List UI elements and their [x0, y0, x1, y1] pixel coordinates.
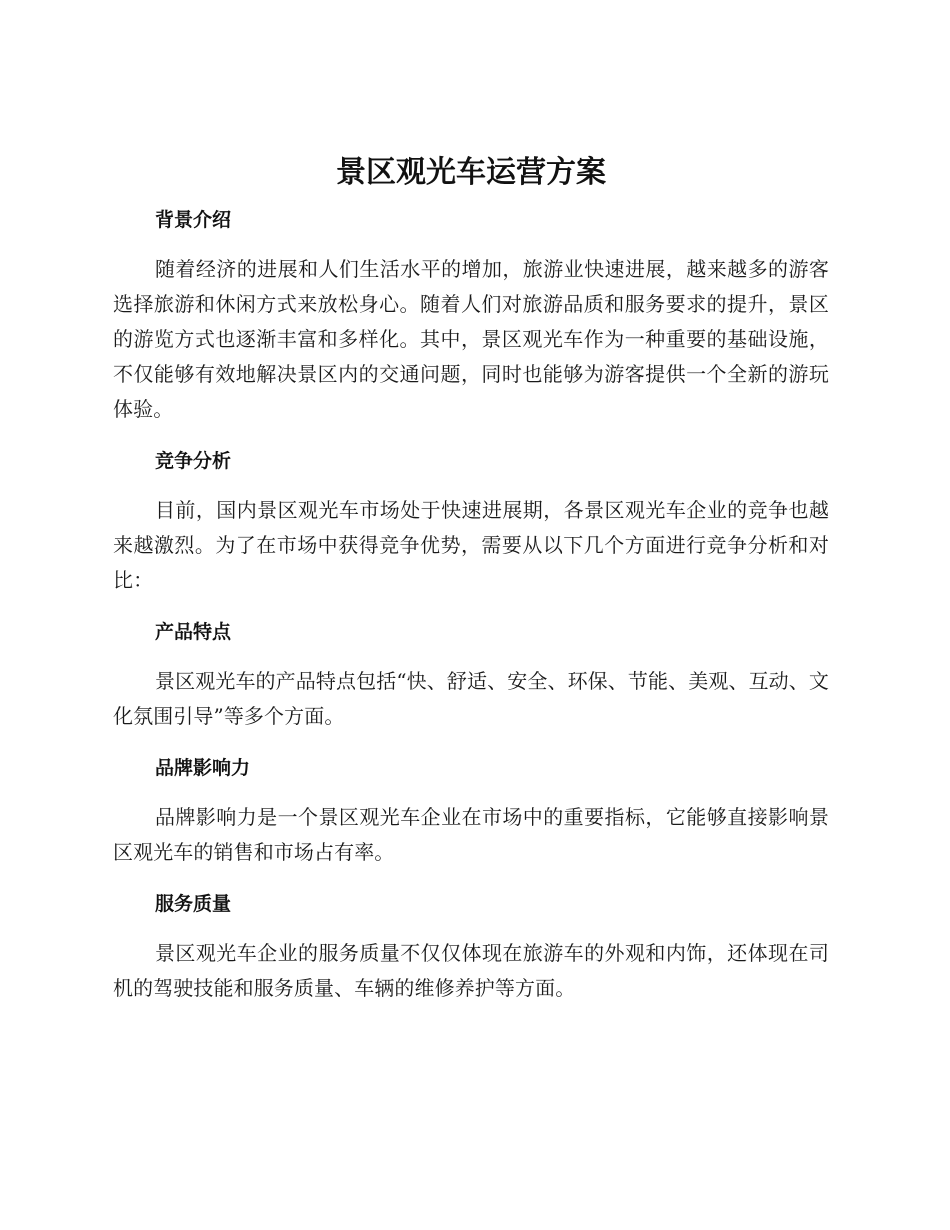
section-heading: 产品特点	[155, 621, 232, 643]
section-paragraph: 景区观光车的产品特点包括“快、舒适、安全、环保、节能、美观、互动、文化氛围引导”等多个方面。	[113, 669, 829, 728]
section-heading: 竞争分析	[155, 450, 232, 472]
section-service-quality	[113, 890, 829, 1006]
section-heading: 品牌影响力	[155, 757, 251, 779]
section-brand-influence	[113, 754, 829, 870]
section-paragraph: 目前，国内景区观光车市场处于快速进展期，各景区观光车企业的竞争也越来越激烈。为了在市场中获得竞争优势，需要从以下几个方面进行竞争分析和对比：	[113, 498, 829, 592]
section-background	[113, 206, 829, 427]
section-paragraph: 景区观光车企业的服务质量不仅仅体现在旅游车的外观和内饰，还体现在司机的驾驶技能和服务质量、车辆的维修养护等方面。	[113, 941, 829, 1000]
document-page	[113, 150, 829, 1026]
section-heading: 背景介绍	[155, 209, 232, 231]
section-product-features	[113, 618, 829, 734]
section-paragraph: 随着经济的进展和人们生活水平的增加，旅游业快速进展，越来越多的游客选择旅游和休闲方式来放松身心。随着人们对旅游品质和服务要求的提升，景区的游览方式也逐渐丰富和多样化。其中，景区观光车作为一种重要的基础设施，不仅能够有效地解决景区内的交通问题，同时也能够为游客提供一个全新的游玩体验。	[113, 257, 829, 421]
section-heading: 服务质量	[155, 893, 232, 915]
section-competition	[113, 447, 829, 598]
document-title: 景区观光车运营方案	[336, 155, 606, 190]
section-paragraph: 品牌影响力是一个景区观光车企业在市场中的重要指标，它能够直接影响景区观光车的销售和市场占有率。	[113, 805, 829, 864]
